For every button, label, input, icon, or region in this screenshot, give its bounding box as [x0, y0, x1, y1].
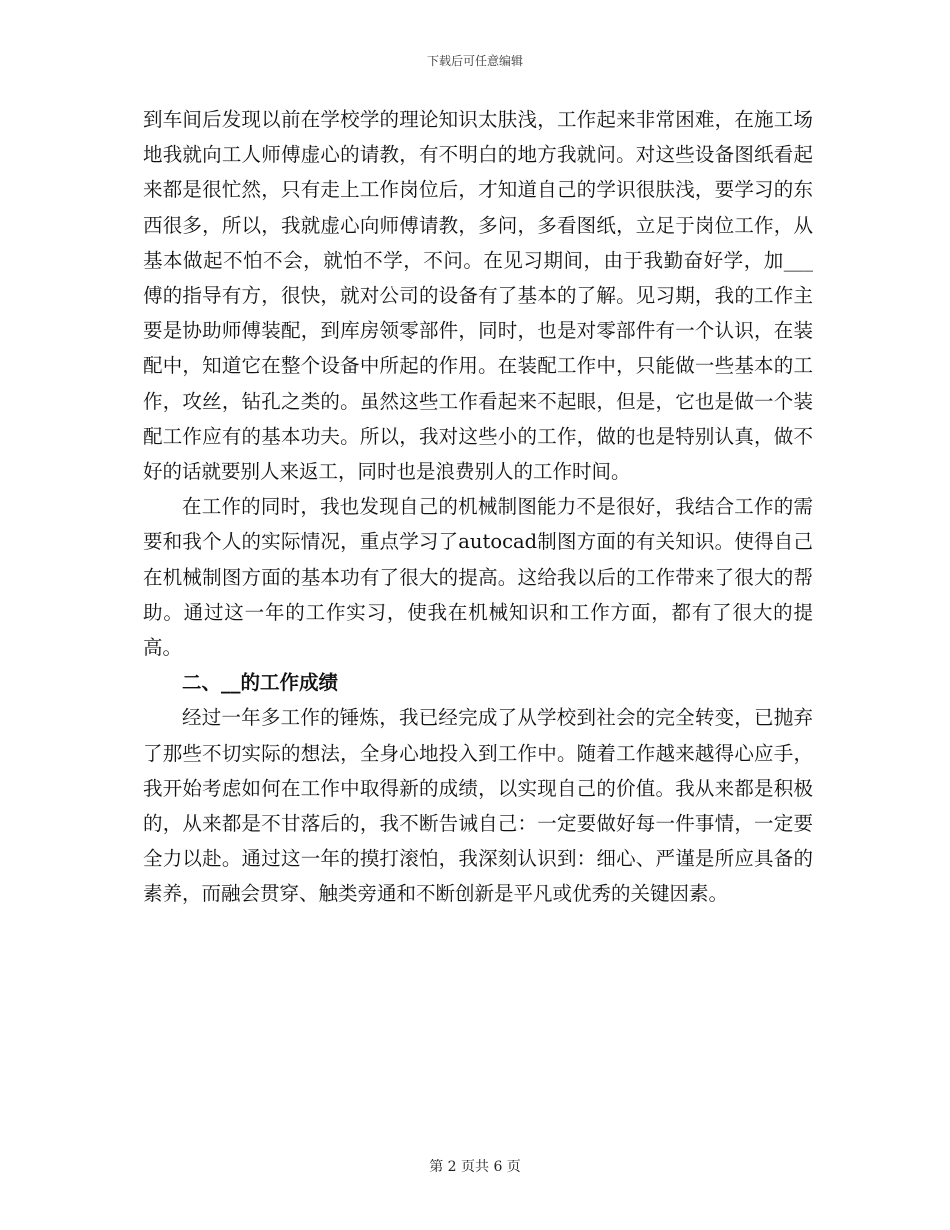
paragraph-achievements: 经过一年多工作的锤炼，我已经完成了从学校到社会的完全转变，已抛弃了那些不切实际的想法，全身心地投入到工作中。随着工作越来越得心应手，我开始考虑如何在工作中取得新的成绩，以实现自己的价值。我从来都是积极的，从来都是不甘落后的，我不断告诫自己：一定要做好每一件事情，一定要全力以赴。通过这一年的摸打滚怕，我深刻认识到：细心、严谨是所应具备的素养，而融会贯穿、触类旁通和不断创新是平凡或优秀的关键因素。 [143, 706, 813, 906]
section-heading-achievements: 二、__的工作成绩 [182, 671, 339, 695]
page-number: 第 2 页共 6 页 [429, 1159, 521, 1175]
page-header: 下载后可任意编辑 [426, 54, 523, 68]
document-body [143, 102, 813, 912]
paragraph-mechanical-drawing: 在工作的同时，我也发现自己的机械制图能力不是很好，我结合工作的需要和我个人的实际情况，重点学习了autocad制图方面的有关知识。使得自己在机械制图方面的基本功有了很大的提高。这给我以后的工作带来了很大的帮助。通过这一年的工作实习，使我在机械知识和工作方面，都有了很大的提高。 [143, 495, 813, 660]
paragraph-workshop-learning: 到车间后发现以前在学校学的理论知识太肤浅，工作起来非常困难，在施工场地我就向工人师傅虚心的请教，有不明白的地方我就问。对这些设备图纸看起来都是很忙然，只有走上工作岗位后，才知道自己的学识很肤浅，要学习的东西很多，所以，我就虚心向师傅请教，多问，多看图纸，立足于岗位工作，从基本做起不怕不会，就怕不学，不问。在见习期间，由于我勤奋好学，加___傅的指导有方，很快，就对公司的设备有了基本的了解。见习期，我的工作主要是协助师傅装配，到库房领零部件，同时，也是对零部件有一个认识，在装配中，知道它在整个设备中所起的作用。在装配工作中，只能做一些基本的工作，攻丝，钻孔之类的。虽然这些工作看起来不起眼，但是，它也是做一个装配工作应有的基本功夫。所以，我对这些小的工作，做的也是特别认真，做不好的话就要别人来返工，同时也是浪费别人的工作时间。 [143, 108, 813, 484]
